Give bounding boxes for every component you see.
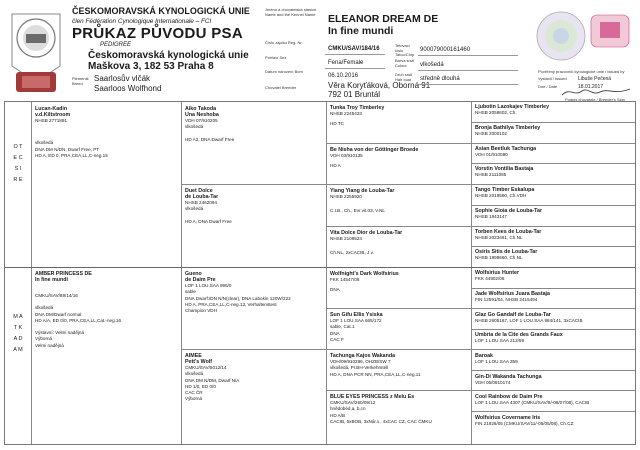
- breeder-address2: 792 01 Bruntál: [328, 90, 381, 99]
- pedigree-table: [4, 101, 636, 445]
- dam-side-label: M A T K A D A M: [13, 314, 25, 353]
- reg-label: Číslo zápisu Reg. Nr.: [265, 40, 303, 45]
- great-grandparent-entry: Vita Dolce Dior de Louba-Tar NHSB 2109524 Ch.NL, 2xCACIB, J.v.: [330, 230, 403, 256]
- gen4-entry: Umbria de la Cite des Grands Faux LOF 1 LOU.SAA 212/59: [475, 332, 563, 343]
- hologram-stamp: [535, 10, 587, 62]
- birth-label: Datum narození Born: [265, 69, 304, 74]
- gen4-entry: Torben Kees de Louba-Tar NHSB 2023461, Ch.NL: [475, 229, 542, 240]
- gen4-entry: Jade Wolfsirius Juara Bastaja FIN 12591/04, NHSB 2415494: [475, 291, 550, 302]
- sire-name: Lucan-Kadin: [35, 106, 68, 112]
- great-grandparent-entry: Wolfnight's Dark Wolfsirius FKK 14547/08 DNA: [330, 271, 399, 293]
- gen4-entry: Wolfsirius Hunter FKK 44902/06: [475, 270, 520, 281]
- breed-name-en: Saarloos Wolfhond: [94, 84, 162, 93]
- birth-value: 06.10.2016: [328, 73, 359, 79]
- issued-by: Libuše Pečená: [578, 76, 612, 82]
- gen4-entry: Wolfsirius Covername Iris FIN 21926/05 (CMKU/SAV/11/-05/05/08), Ch.CZ: [475, 415, 574, 426]
- gen4-entry: Asian Beetluk Tachunga VDH 01/910080: [475, 146, 537, 157]
- great-grandparent-entry: Yiang Yiang de Louba-Tar NHSB 2255920 C.I.B., Ch., Evr.vit.03, V.NL: [330, 188, 395, 214]
- club-title: ČESKOMORAVSKÁ KYNOLOGICKÁ UNIE: [72, 6, 250, 16]
- breed-label: Plemeník Breed: [72, 76, 89, 86]
- colour-label: Barva srsti Colour: [395, 58, 414, 68]
- dam-name: AMBER PRINCESS DE: [35, 271, 92, 277]
- gen4-entry: Bronja Bathilya Timberley NHSB 2000102: [475, 125, 541, 136]
- grandparent-entry: Gueno de Daim Pre LOF 1 LOU.SAA 995/0 sable DNA Dwarf:/DN N/N(clear), DNA Labokin 120W/222 HD A, PRA,CEA,LL,C-neg.13, Verhaltenstest Champion VDH: [185, 271, 291, 314]
- issued-label: Vystavil / Issued: [538, 76, 567, 81]
- dog-name-line1: ELEANOR DREAM DE: [328, 13, 439, 25]
- reg-number: CMKU/SAV/184/16: [328, 46, 380, 52]
- grandparent-entry: Aiko Takoda Una Neshoba VDH 07/910205 vlkošedá HD A2, DNA Dwarf Free: [185, 106, 235, 142]
- sex-label: Pohlaví Sex: [265, 55, 287, 60]
- gen4-entry: Cool Rainbow de Daim Pre LOF 1 LOU.SAA 4307 (CMKU/SAV/8/-08/07/08), CACIB: [475, 394, 590, 405]
- grandparent-entry: AIMÉE Pett's Wolf CMKU/SAV/5012/14 vlkošedá DNA DM N/DM, Dwarf N/A HD 1/0, ED 0/0 CAC ČR Výborná: [185, 353, 240, 402]
- chip-value: 900079000161460: [420, 47, 471, 53]
- pedigree-subtitle: PEDIGREE: [100, 42, 132, 48]
- colour-value: vlkošedá: [420, 62, 444, 68]
- hair-label: Druh srsti Hair coat: [395, 72, 413, 82]
- date-label: Dne / Date: [538, 84, 558, 89]
- gen4-entry: Glaz Go Gandalf de Louba-Tar NHSB 2605167, LOF 1 LOU.SAA 984/141, 3xCACIB: [475, 312, 583, 323]
- hologram-sticker: [590, 14, 630, 48]
- great-grandparent-entry: Tachunga Kajos Wakanda VDH/09/910286, OHZB/SW 7 vlkošedá, Pr.BH-Verkehrstell HD A, DNA PCR NN, PRA,CEA,LL,C-neg.11: [330, 353, 421, 377]
- sire-entry: Lucan-Kadin v.d.Kiltstroom NHSB 2771891 vlkošedá DNA DM N/DN, Dwarf Free, PT HD A, ED 0, PRA,CEA,LL,C-neg.15: [35, 106, 177, 159]
- gen4-entry: Sophie Gioia de Louba-Tar NHSB 1943147: [475, 208, 542, 219]
- club-address: Maškova 3, 182 53 Praha 8: [88, 61, 214, 72]
- sire-name-kennel: v.d.Kiltstroom: [35, 112, 71, 118]
- issuer-label: Pověřený pracovník kynologické unie / Issued by: [538, 69, 625, 74]
- hair-value: středně dlouhá: [420, 76, 460, 82]
- dog-name-line2: In fine mundi: [328, 25, 394, 37]
- sex-value: Fena/Female: [328, 60, 364, 66]
- issue-date: 18.01.2017: [578, 84, 604, 90]
- gen4-entry: Osiris Sitis de Louba-Tar NHSB 1898660, Ch.NL: [475, 249, 538, 260]
- fci-cmku-logo: [8, 12, 64, 96]
- great-grandparent-entry: BLUE EYES PRINCESS z Melu Es CMKU/SAV/260/09/12 hnědobéd,a, b,cn HD A/B CACIB, 6xBOB, 3xNár.v., 4xCAC CZ, CAC ČMKU: [330, 394, 432, 424]
- great-grandparent-entry: Tunka Troy Timberley NHSB 2245433 HD TC: [330, 105, 385, 127]
- dam-entry: AMBER PRINCESS DE In fine mundi CMKU/SAV/89/14/16 vlkošedá DNA DM/Dwarf normal HD A/A, ED 0/0, PRA,CEA,LL,Cat.-neg.16 Výstavní: Velmi nadějná Výborná Velmi nadějná: [35, 271, 177, 349]
- great-grandparent-entry: Be Nisha von der Göttinger Broede VDH 03/910135 HD A: [330, 147, 419, 169]
- breeder-label: Chovatel Breeder: [265, 85, 297, 90]
- gen4-entry: Tango Timber Eskalupa NHSB 2019590, Ch.VDH: [475, 187, 535, 198]
- dog-name-label: Jméno a chovatelská stanice Name and the Kennel Name: [265, 7, 317, 17]
- club-name: Českomoravská kynologická unie: [88, 50, 249, 61]
- gen4-entry: Vorstin Vontilia Bastaja NHSB 2111065: [475, 166, 534, 177]
- chip-label: Tetovací číslo Tatoo/Chip: [395, 43, 415, 58]
- pedigree-title: PRŮKAZ PŮVODU PSA: [72, 25, 243, 42]
- gen4-entry: Gin-Di Wakanda Tachunga VDH 05/0910174: [475, 374, 542, 385]
- grandparent-entry: Duet Dolce de Louba-Tar NHSB 2462094 vlkošedá HD A, DNA Dwarf Free: [185, 188, 232, 224]
- breed-name-cz: Saarlosův vlčák: [94, 74, 151, 83]
- dam-name-kennel: In fine mundi: [35, 277, 68, 283]
- gen4-entry: Baroak LOF 1 LOU.SAA 359: [475, 353, 518, 364]
- fci-membership: člen Fédération Cynologique Internationale – FCI: [72, 18, 212, 25]
- sign-label: Podpis chovatele / Breeder's Sign: [565, 97, 625, 102]
- breeder-address1: Věra Koryťáková, Oborná 91: [328, 81, 431, 90]
- gen4-entry: Ljubotin Lazokajev Timberley NHSB 2058602, Ch.: [475, 104, 550, 115]
- sire-side-label: O T E C S I R E: [13, 144, 25, 183]
- great-grandparent-entry: Sun Gifu Ellis Ysiska LOF 1 LOU.SAA 665/172 sable, Cat.1 DNA CAC F: [330, 312, 383, 342]
